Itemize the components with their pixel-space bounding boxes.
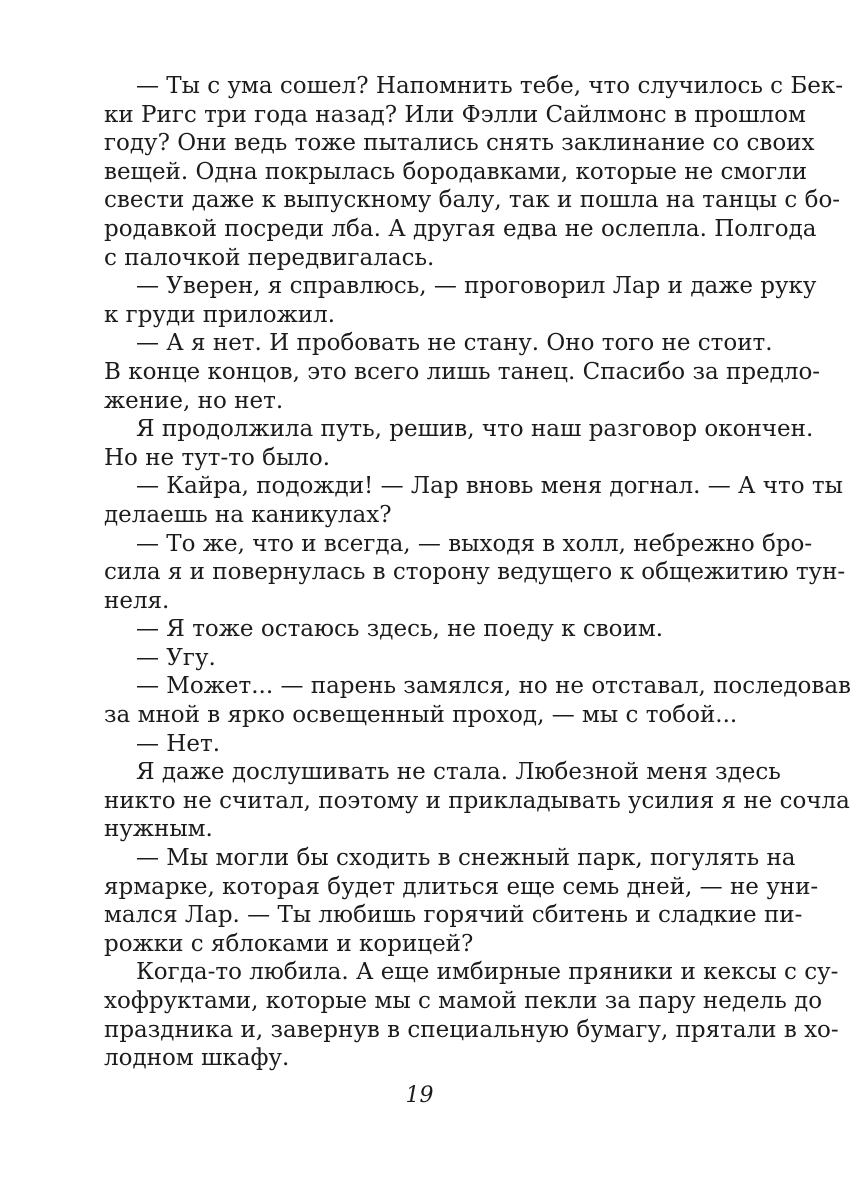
paragraph [104, 615, 754, 644]
text-line: делаешь на каникулах? [104, 501, 392, 528]
text-line: — Кайра, подожди! — Лар вновь меня догнал. — А что ты [136, 473, 843, 500]
paragraph [104, 844, 819, 958]
paragraph [104, 272, 817, 329]
text-line: — Нет. [136, 730, 221, 757]
text-line: году? Они ведь тоже пытались снять заклинание со своих [104, 130, 815, 157]
text-line: жение, но нет. [104, 387, 284, 414]
text-line: — Ты с ума сошел? Напомнить тебе, что случилось с Бек- [136, 73, 844, 99]
text-line: с палочкой передвигалась. [104, 244, 435, 271]
text-line: ки Ригс три года назад? Или Фэлли Сайлмонс в прошлом [104, 101, 806, 128]
text-line: — Я тоже остаюсь здесь, не поеду к своим. [136, 616, 664, 643]
paragraph [104, 730, 754, 759]
text-line: праздника и, завернув в специальную бумагу, прятали в хо- [104, 1016, 839, 1043]
text-line: Я продолжила путь, решив, что наш разговор окончен. [136, 416, 814, 443]
text-line: — Может... — парень замялся, но не отставал, последовав [136, 673, 851, 700]
text-line: родавкой посреди лба. А другая едва не ослепла. Полгода [104, 215, 817, 242]
text-line: — То же, что и всегда, — выходя в холл, небрежно бро- [136, 530, 813, 557]
text-line: сила я и повернулась в сторону ведущего к общежитию тун- [104, 559, 846, 586]
text-line: никто не считал, поэтому и прикладывать усилия я не сочла [104, 787, 850, 814]
body-text [104, 72, 851, 1073]
text-line: неля. [104, 587, 170, 614]
text-line: лодном шкафу. [104, 1045, 290, 1072]
text-line: к груди приложил. [104, 301, 336, 328]
text-line: мался Лар. — Ты любишь горячий сбитень и сладкие пи- [104, 902, 803, 929]
text-line: — Уверен, я справлюсь, — проговорил Лар и даже руку [136, 273, 817, 300]
paragraph [104, 644, 754, 673]
paragraph [104, 329, 821, 415]
text-line: рожки с яблоками и корицей? [104, 930, 474, 957]
text-line: Я даже дослушивать не стала. Любезной меня здесь [136, 759, 781, 786]
text-line: нужным. [104, 816, 213, 843]
text-line: — А я нет. И пробовать не стану. Оно того не стоит. [136, 330, 773, 357]
text-line: вещей. Одна покрылась бородавками, которые не смогли [104, 158, 808, 185]
page-number: 19 [405, 1083, 434, 1108]
text-line: Когда-то любила. А еще имбирные пряники и кексы с су- [136, 959, 839, 986]
paragraph [104, 672, 851, 729]
paragraph [104, 472, 843, 529]
text-line: ярмарке, которая будет длиться еще семь дней, — не уни- [104, 873, 819, 900]
text-line: Но не тут-то было. [104, 444, 331, 471]
text-line: за мной в ярко освещенный проход, — мы с тобой... [104, 702, 738, 729]
text-line: хофруктами, которые мы с мамой пекли за пару недель до [104, 988, 823, 1014]
paragraph [104, 530, 846, 616]
paragraph [104, 758, 850, 844]
paragraph [104, 415, 814, 472]
text-line: В конце концов, это всего лишь танец. Спасибо за предло- [104, 358, 821, 385]
text-line: — Угу. [136, 644, 216, 671]
paragraph [104, 958, 839, 1072]
paragraph [104, 72, 844, 272]
text-line: — Мы могли бы сходить в снежный парк, погулять на [136, 845, 796, 872]
text-line: свести даже к выпускному балу, так и пошла на танцы с бо- [104, 187, 841, 214]
